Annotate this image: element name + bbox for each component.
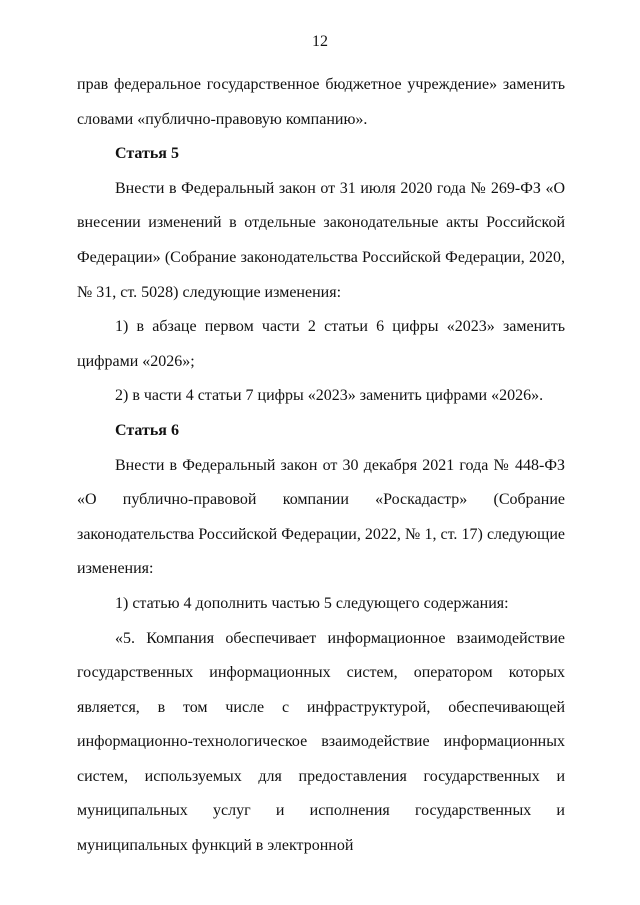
article-5-intro: Внести в Федеральный закон от 31 июля 2020 года № 269-ФЗ «О внесении изменений в отдельные законодательные акты Российской Федерации» (Собрание законодательства Российской Федерации, 2020, № 31, ст. 5028) следующие изменения: <box>77 179 565 301</box>
article-6-intro: Внести в Федеральный закон от 30 декабря 2021 года № 448-ФЗ «О публично-правовой компании «Роскадастр» (Собрание законодательства Российской Федерации, 2022, № 1, ст. 17) следующие изменения: <box>77 456 565 578</box>
page-number: 12 <box>312 33 328 50</box>
article-5-heading: Статья 5 <box>115 145 179 163</box>
article-6-item-1: 1) статью 4 дополнить частью 5 следующего содержания: <box>115 594 509 612</box>
article-6-heading: Статья 6 <box>115 421 179 439</box>
article-5-item-1: 1) в абзаце первом части 2 статьи 6 цифры «2023» заменить цифрами «2026»; <box>77 318 565 370</box>
article-5-item-2: 2) в части 4 статьи 7 цифры «2023» заменить цифрами «2026». <box>115 387 544 405</box>
article-6-part-5-text: «5. Компания обеспечивает информационное взаимодействие государственных информационных систем, оператором которых является, в том числе с инфраструктурой, обеспечивающей информационно-технологическое взаимодействие информационных систем, используемых для предоставления государственных и муниципальных услуг и исполнения государственных и муниципальных функций в электронной <box>77 629 565 855</box>
document-body <box>77 68 565 864</box>
paragraph-continuation: прав федеральное государственное бюджетное учреждение» заменить словами «публично-правовую компанию». <box>77 76 565 128</box>
